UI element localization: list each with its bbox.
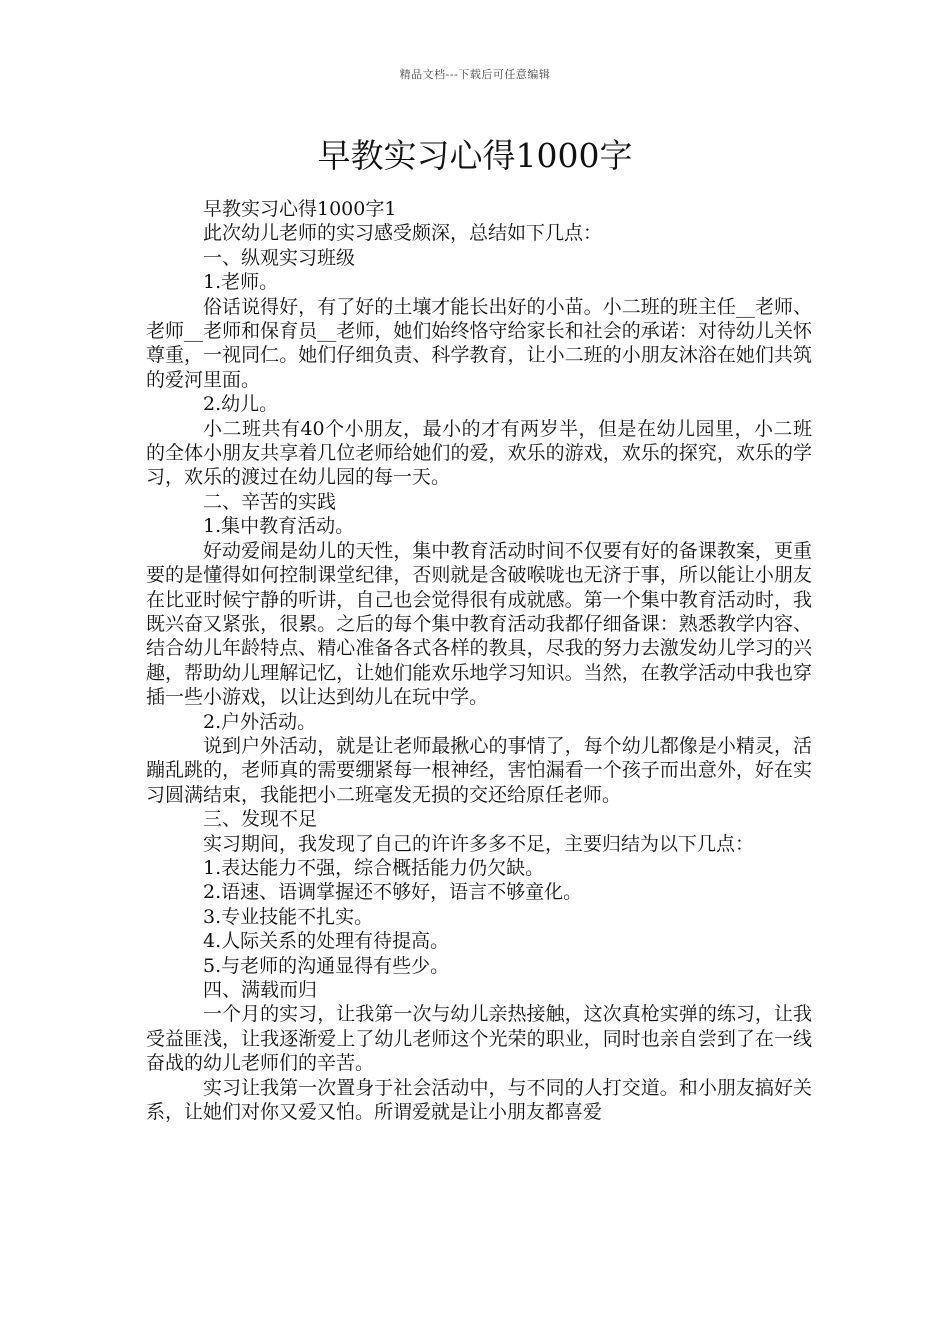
- paragraph: 实习让我第一次置身于社会活动中，与不同的人打交道。和小朋友搞好关系，让她们对你又爱又怕。所谓爱就是让小朋友都喜爱: [146, 1076, 812, 1124]
- page-header: 精品文档---下载后可任意编辑: [399, 68, 551, 81]
- paragraph: 早教实习心得1000字1: [203, 198, 397, 220]
- paragraph: 好动爱闹是幼儿的天性，集中教育活动时间不仅要有好的备课教案，更重要的是懂得如何控制课堂纪律，否则就是含破喉咙也无济于事，所以能让小朋友在比亚时候宁静的听讲，自己也会觉得很有成就感。第一个集中教育活动时，我既兴奋又紧张，很累。之后的每个集中教育活动我都仔细备课：熟悉教学内容、结合幼儿年龄特点、精心准备各式各样的教具，尽我的努力去激发幼儿学习的兴趣，帮助幼儿理解记忆，让她们能欢乐地学习知识。当然，在教学活动中我也穿插一些小游戏，以让达到幼儿在玩中学。: [146, 539, 812, 709]
- paragraph: 一个月的实习，让我第一次与幼儿亲热接触，这次真枪实弹的练习，让我受益匪浅，让我逐渐爱上了幼儿老师这个光荣的职业，同时也亲自尝到了在一线奋战的幼儿老师们的辛苦。: [146, 1003, 812, 1075]
- paragraph: 此次幼儿老师的实习感受颇深，总结如下几点：: [203, 222, 603, 245]
- list-item: 2.语速、语调掌握还不够好，语言不够童化。: [203, 881, 583, 904]
- document-title: 早教实习心得1000字: [317, 136, 633, 175]
- paragraph: 小二班共有40个小朋友，最小的才有两岁半，但是在幼儿园里，小二班的全体小朋友共享着几位老师给她们的爱，欢乐的游戏，欢乐的探究，欢乐的学习，欢乐的渡过在幼儿园的每一天。: [146, 417, 812, 489]
- list-item: 5.与老师的沟通显得有些少。: [203, 954, 450, 977]
- section-heading: 四、满载而归: [203, 979, 318, 1001]
- subsection-heading: 1.老师。: [203, 271, 279, 294]
- subsection-heading: 2.幼儿。: [203, 393, 279, 416]
- list-item: 1.表达能力不强，综合概括能力仍欠缺。: [203, 856, 545, 879]
- list-item: 4.人际关系的处理有待提高。: [203, 930, 450, 953]
- list-item: 3.专业技能不扎实。: [203, 905, 374, 928]
- subsection-heading: 1.集中教育活动。: [203, 515, 355, 538]
- subsection-heading: 2.户外活动。: [203, 710, 317, 733]
- section-heading: 二、辛苦的实践: [203, 490, 337, 513]
- paragraph: 说到户外活动，就是让老师最揪心的事情了，每个幼儿都像是小精灵，活蹦乱跳的，老师真的需要绷紧每一根神经，害怕漏看一个孩子而出意外，好在实习圆满结束，我能把小二班毫发无损的交还给原任老师。: [146, 734, 812, 806]
- section-heading: 三、发现不足: [203, 808, 318, 831]
- section-heading: 一、纵观实习班级: [203, 246, 356, 269]
- paragraph: 俗话说得好，有了好的土壤才能长出好的小苗。小二班的班主任__老师、老师__老师和保育员__老师，她们始终恪守给家长和社会的承诺：对待幼儿关怀尊重，一视同仁。她们仔细负责、科学教育，让小二班的小朋友沐浴在她们共筑的爱河里面。: [146, 295, 812, 391]
- document-body: [146, 197, 812, 1124]
- paragraph: 实习期间，我发现了自己的许许多多不足，主要归结为以下几点：: [203, 832, 755, 855]
